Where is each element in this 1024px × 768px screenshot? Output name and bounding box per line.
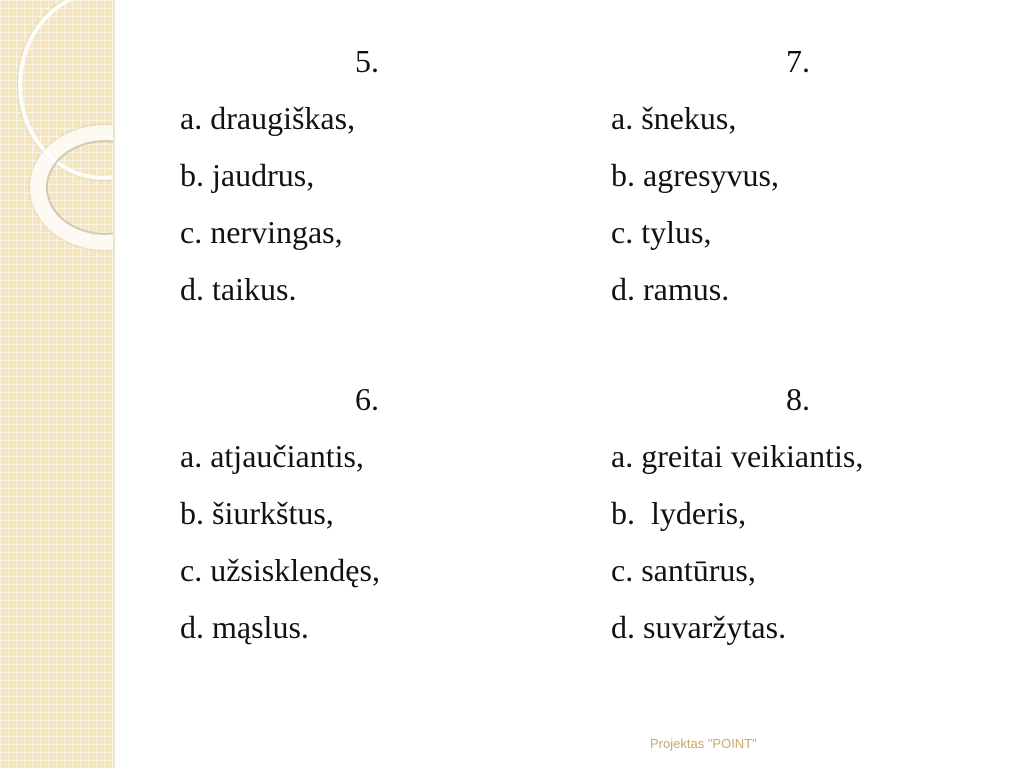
option-d: d. ramus. <box>611 271 730 307</box>
question-8 <box>611 371 991 656</box>
option-c: c. santūrus, <box>611 552 756 588</box>
option-b: b. agresyvus, <box>611 157 779 193</box>
question-number: 7. <box>786 43 810 79</box>
question-number: 5. <box>355 43 379 79</box>
question-5 <box>180 33 560 318</box>
footer-text: Projektas "POINT" <box>650 736 757 751</box>
question-7 <box>611 33 991 318</box>
question-6 <box>180 371 560 656</box>
option-a: a. greitai veikiantis, <box>611 438 864 474</box>
option-a: a. draugiškas, <box>180 100 356 136</box>
option-c: c. užsisklendęs, <box>180 552 380 588</box>
option-d: d. taikus. <box>180 271 297 307</box>
option-b: b. jaudrus, <box>180 157 315 193</box>
option-a: a. šnekus, <box>611 100 737 136</box>
option-c: c. nervingas, <box>180 214 343 250</box>
question-number: 6. <box>355 381 379 417</box>
option-b: b. šiurkštus, <box>180 495 334 531</box>
option-a: a. atjaučiantis, <box>180 438 364 474</box>
question-number: 8. <box>786 381 810 417</box>
sidebar-divider <box>113 0 116 768</box>
decorative-sidebar <box>0 0 113 768</box>
option-c: c. tylus, <box>611 214 712 250</box>
option-d: d. mąslus. <box>180 609 309 645</box>
option-b: b. lyderis, <box>611 495 747 531</box>
option-d: d. suvaržytas. <box>611 609 787 645</box>
